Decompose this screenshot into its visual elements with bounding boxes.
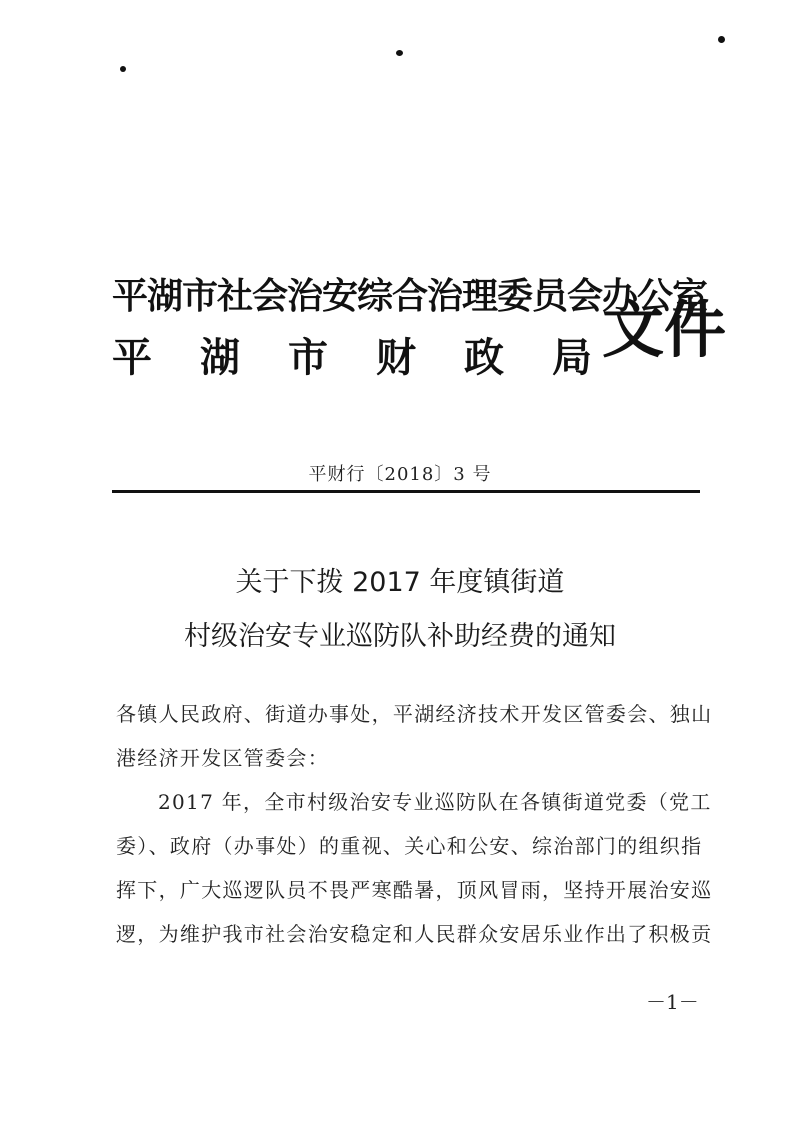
document-type-label: 文件 [602, 293, 727, 366]
issuer-char: 市 [288, 335, 328, 381]
scan-speck [396, 50, 403, 56]
issuer-header [112, 262, 727, 402]
paragraph-line: 挥下，广大巡逻队员不畏严寒酷暑，顶风冒雨，坚持开展治安巡 [116, 878, 713, 902]
addressee [116, 692, 713, 780]
addressee-line: 港经济开发区管委会： [116, 746, 329, 770]
header-divider [112, 490, 700, 493]
issuer-char: 政 [464, 335, 504, 381]
page-number: －1－ [646, 990, 699, 1014]
addressee-line: 各镇人民政府、街道办事处，平湖经济技术开发区管委会、独山 [116, 702, 713, 726]
issuer-char: 局 [552, 335, 592, 381]
document-number: 平财行〔2018〕3 号 [308, 464, 492, 485]
issuer-char: 湖 [200, 335, 240, 381]
issuer-finance-bureau [112, 326, 592, 383]
paragraph-line: 逻，为维护我市社会治安稳定和人民群众安居乐业作出了积极贡 [116, 922, 713, 946]
issuer-committee-office: 平湖市社会治安综合治理委员会办公室 [112, 276, 708, 317]
paragraph-line: 2017 年，全市村级治安专业巡防队在各镇街道党委（党工 [158, 790, 712, 814]
issuer-char: 财 [376, 335, 416, 381]
issuer-char: 平 [112, 335, 152, 381]
body-paragraph [116, 780, 713, 956]
scan-speck [718, 36, 725, 43]
document-title-line-2: 村级治安专业巡防队补助经费的通知 [184, 621, 616, 652]
paragraph-line: 委）、政府（办事处）的重视、关心和公安、综治部门的组织指 [116, 834, 703, 858]
document-title-line-1: 关于下拨 2017 年度镇街道 [235, 567, 565, 598]
scan-speck [120, 66, 126, 72]
